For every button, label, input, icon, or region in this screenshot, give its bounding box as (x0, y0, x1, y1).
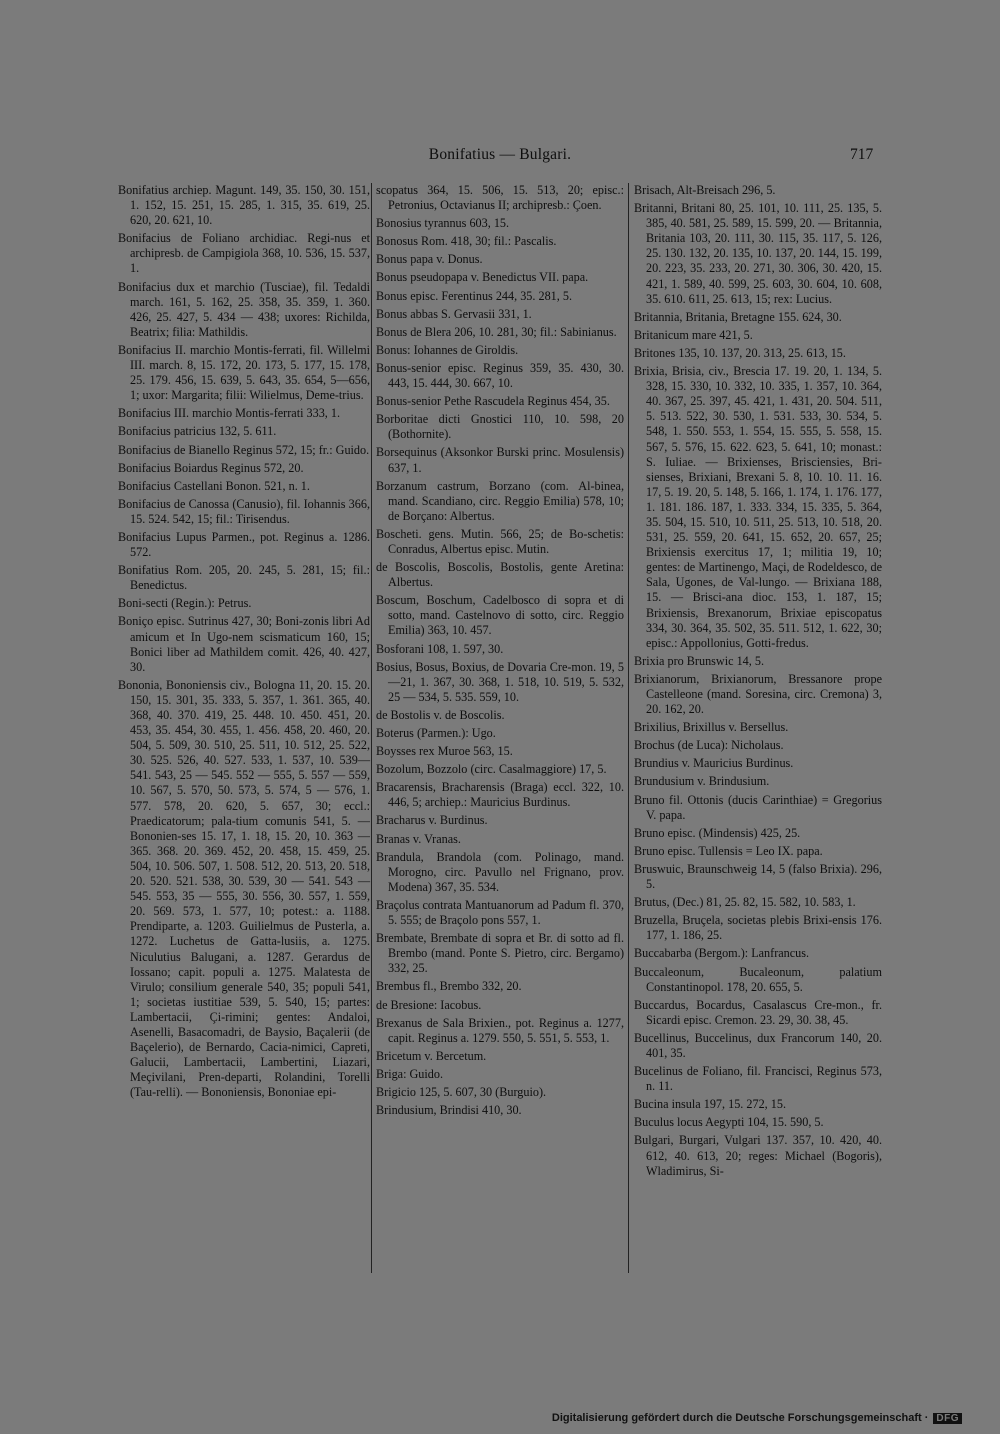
index-entry: Bonosus Rom. 418, 30; fil.: Pascalis. (376, 234, 557, 249)
index-entry: Bonus de Blera 206, 10. 281, 30; fil.: Sabinianus. (376, 324, 617, 339)
index-entry: Brandula, Brandola (com. Polinago, mand. Morogno, circ. Pavullo nel Frignano, prov. Modena) 367, 35. 534. (376, 849, 624, 894)
index-entry: Bonifacius II. marchio Montis-ferrati, fil. Willelmi III. march. 8, 15. 172, 20. 173, 5. 177, 15. 178, 25. 179. 456, 15. 639, 5. 643, 35. 654, 5—656, 1; uxor: Margarita; filii: Wilielmus, Deme-trius. (118, 342, 370, 403)
index-entry: Bruno episc. (Mindensis) 425, 25. (634, 825, 801, 840)
index-entry: Brixia, Brisia, civ., Brescia 17. 19. 20, 1. 134, 5. 328, 15. 330, 10. 332, 10. 335, 1. 357, 10. 364, 40. 367, 25. 397, 45. 421, 1. 431, 20. 504. 511, 5. 513. 522, 30. 530, 1. 531. 533, 30. 534, 5. 548, 1. 550. 553, 1. 554, 15. 555, 5. 558, 15. 567, 5. 576, 15. 622. 623, 5. 641, 10; monast.: S. Iuliae. — Brixienses, Brisciensies, Bri-sienses, Brixiani, Brexani 5. 8, 10. 10. 11. 16. 17, 5. 19. 20, 5. 148, 5. 166, 1. 174, 1. 176. 177, 1. 181. 186. 187, 1. 333. 334, 15. 335, 5. 364, 35. 504, 15. 510, 10. 511, 25. 513, 10. 518, 20. 531, 25. 559, 20. 641, 15. 652, 20. 657, 25; Brixiensis exercitus 17, 1; militia 19, 10; gentes: de Martinengo, Maçi, de Rodeldesco, de Sala, Ugones, de Val-lungo. — Brixiana 188, 15. — Brisci-ana dioc. 153, 1. 187, 15; Brixiensis, Brexanorum, Brixiae episcopatus 334, 30. 364, 35. 502, 35. 511. 512, 1. 622, 30; episc.: Appollonius, Gotti-fredus. (634, 364, 882, 650)
index-entry: Bucina insula 197, 15. 272, 15. (634, 1097, 786, 1112)
index-entry: Bruswuic, Braunschweig 14, 5 (falso Brixia). 296, 5. (634, 861, 882, 892)
index-entry: Bonifacius dux et marchio (Tusciae), fil. Tedaldi march. 161, 5. 162, 25. 358, 35. 359, 1. 360. 426, 25. 427, 5. 434 — 438; uxores: Richilda, Beatrix; filia: Mathildis. (118, 279, 370, 339)
index-entry: Brundius v. Mauricius Burdinus. (634, 756, 794, 771)
index-entry: Brigicio 125, 5. 607, 30 (Burguio). (376, 1084, 547, 1099)
index-entry: Bonus-senior Pethe Rascudela Reginus 454, 35. (376, 394, 610, 409)
index-entry: Bonifatius Rom. 205, 20. 245, 5. 281, 15; fil.: Benedictus. (118, 563, 370, 593)
index-column-1 (118, 183, 370, 1103)
index-entry: Buccaleonum, Bucaleonum, palatium Constantinopol. 178, 20. 655, 5. (634, 964, 882, 994)
index-entry: Brembus fl., Brembo 332, 20. (376, 979, 522, 994)
page-footer (552, 1412, 962, 1424)
index-entry: Brixilius, Brixillus v. Bersellus. (634, 720, 789, 735)
index-entry: Bonifacius Boiardus Reginus 572, 20. (118, 460, 304, 475)
index-entry: Bonus-senior episc. Reginus 359, 35. 430, 30. 443, 15. 444, 30. 667, 10. (376, 360, 624, 391)
index-entry: Brixianorum, Brixianorum, Bressanore prope Castelleone (mand. Soresina, circ. Cremona) 3, 20. 162, 20. (634, 671, 882, 717)
index-entry: Briga: Guido. (376, 1066, 444, 1081)
index-entry: Bonus: Iohannes de Giroldis. (376, 342, 519, 357)
index-entry: Bonus pseudopapa v. Benedictus VII. papa. (376, 270, 589, 285)
index-entry: Boni-secti (Regin.): Petrus. (118, 596, 252, 611)
index-entry: Bruno episc. Tullensis = Leo IX. papa. (634, 843, 823, 858)
index-entry: Brisach, Alt-Breisach 296, 5. (634, 183, 776, 197)
index-entry: Boscum, Boschum, Cadelbosco di sopra et di sotto, mand. Castelnovo di sotto, circ. Reggio Emilia) 363, 10. 457. (376, 593, 624, 638)
index-entry: Bosius, Bosus, Boxius, de Dovaria Cre-mon. 19, 5—21, 1. 367, 30. 368, 1. 518, 10. 519, 5. 532, 25 — 534, 5. 535. 559, 10. (376, 659, 624, 704)
index-entry: Bozolum, Bozzolo (circ. Casalmaggiore) 17, 5. (376, 762, 607, 777)
index-entry: Borsequinus (Aksonkor Burski princ. Mosulensis) 637, 1. (376, 445, 624, 475)
footer-credit: Digitalisierung gefördert durch die Deutsche Forschungsgemeinschaft · (551, 1412, 929, 1424)
index-entry: Bonifacius de Canossa (Canusio), fil. Iohannis 366, 15. 524. 542, 15; fil.: Tirisendus. (118, 496, 370, 526)
index-entry: Buccardus, Bocardus, Casalascus Cre-mon., fr. Sicardi episc. Cremon. 23. 29, 30. 38, 45. (634, 997, 882, 1027)
index-entry: Brochus (de Luca): Nicholaus. (634, 738, 784, 753)
index-entry: Britannia, Britania, Bretagne 155. 624, 30. (634, 309, 842, 324)
index-entry: Boterus (Parmen.): Ugo. (376, 726, 496, 740)
index-entry: Bruno fil. Ottonis (ducis Carinthiae) = Gregorius V. papa. (634, 792, 882, 822)
index-entry: Boniço episc. Sutrinus 427, 30; Boni-zonis libri Ad amicum et In Ugo-nem scismaticum 160, 15; Bonici liber ad Mathildem comit. 426, 40. 427, 30. (118, 614, 370, 674)
page-number: 717 (850, 146, 874, 163)
index-entry: Boysses rex Muroe 563, 15. (376, 744, 513, 759)
index-column-2 (376, 183, 624, 1121)
index-column-3 (634, 183, 882, 1182)
index-entry: Bucellinus, Buccelinus, dux Francorum 140, 20. 401, 35. (634, 1030, 882, 1060)
running-head: Bonifatius — Bulgari. (428, 146, 572, 163)
index-entry: Borzanum castrum, Borzano (com. Al-binea, mand. Scandiano, circ. Reggio Emilia) 578, 10; de Borçano: Albertus. (376, 478, 624, 523)
index-entry: Bonifacius III. marchio Montis-ferrati 333, 1. (118, 406, 341, 421)
column-rule-2 (628, 183, 629, 1273)
index-entry: Bonosius tyrannus 603, 15. (376, 216, 510, 231)
index-entry: Bononia, Bononiensis civ., Bologna 11, 20. 15. 20. 150, 15. 301, 35. 333, 5. 357, 1. 361. 365, 40. 368, 40. 370. 419, 25. 448. 10. 450. 451, 20. 453, 35. 454, 30. 455, 1. 456. 458, 20. 460, 20. 504, 5. 509, 30. 510, 25. 511, 10. 512, 25. 522, 30. 525. 526, 40. 527. 533, 1. 537, 10. 539—541. 543, 25 — 545. 552 — 555, 5. 557 — 559, 10. 567, 5. 570, 50. 573, 5. 574, 5 — 576, 1. 577. 578, 20. 620, 5. 657, 30; eccl.: Praedicatorum; pala-tium comunis 541, 5. — Bononien-ses 15. 17, 1. 18, 15. 20, 10. 363 — 365. 368. 20. 369. 452, 20. 458, 15. 459, 25. 504, 10. 506. 507, 1. 508. 512, 20. 513, 20. 518, 20. 520. 521. 538, 30. 539, 30 — 541. 543 — 545. 553, 35 — 555, 30. 556, 30. 557, 1. 559, 20. 569. 573, 1. 577, 10; potest.: a. 1188. Prendiparte, a. 1203. Guilielmus de Pusterla, a. 1272. Luchetus de Gatta-lusiis, a. 1275. Niculutius Balugani, a. 1287. Gerardus de Iossano; capit. populi a. 1275. Malatesta de Virulo; consilium generale 540, 35; populi 541, 1; societas iustitiae 539, 5. 540, 15; partes: Lambertacii, Çi-rimini; gentes: Andaloi, Asenelli, Basacomadri, de Baysio, Baçalerii (de Baçelerio), de Bernardo, Cacia-nimici, Capreti, Galucii, Lambertacii, Lambertini, Liazari, Meçivilani, Pren-departi, Rolandini, Torelli (Tau-relli). — Bononiensis, Bononiae epi- (118, 677, 370, 1100)
index-entry: Bonus episc. Ferentinus 244, 35. 281, 5. (376, 288, 573, 303)
index-entry: de Bostolis v. de Boscolis. (376, 707, 505, 722)
index-entry: Buculus locus Aegypti 104, 15. 590, 5. (634, 1115, 824, 1130)
index-entry: Buccabarba (Bergom.): Lanfrancus. (634, 946, 810, 961)
index-entry: Bracharus v. Burdinus. (376, 813, 488, 828)
index-entry: Brembate, Brembate di sopra et Br. di sotto ad fl. Brembo (mand. Ponte S. Pietro, circ. Bergamo) 332, 25. (376, 931, 624, 976)
index-entry: Bonifacius de Foliano archidiac. Regi-nus et archipresb. de Campigiola 368, 10. 536, 15. 537, 1. (118, 231, 370, 276)
index-entry: Boscheti. gens. Mutin. 566, 25; de Bo-schetis: Conradus, Albertus episc. Mutin. (376, 526, 624, 556)
index-entry: Brixia pro Brunswic 14, 5. (634, 653, 764, 668)
index-entry: Bonus papa v. Donus. (376, 252, 483, 267)
index-entry: Bonifatius archiep. Magunt. 149, 35. 150, 30. 151, 1. 152, 15. 251, 15. 285, 1. 315, 35. 619, 25. 620, 20. 621, 10. (118, 183, 370, 228)
index-entry: Britanni, Britani 80, 25. 101, 10. 111, 25. 135, 5. 385, 40. 581, 25. 589, 15. 599, 20. — Britannia, Britania 103, 20. 111, 30. 115, 35. 117, 5. 126, 25. 130. 132, 20. 135, 10. 137, 20. 144, 15. 199, 20. 223, 35. 233, 20. 271, 30. 306, 30. 420, 15. 421, 1. 589, 40. 599, 25. 603, 30. 604, 10. 608, 35. 610. 611, 25. 613, 15; rex: Lucius. (634, 201, 882, 306)
index-entry: Bruzella, Bruçela, societas plebis Brixi-ensis 176. 177, 1. 186, 25. (634, 913, 882, 943)
column-rule-1 (371, 183, 372, 1273)
index-entry: Bucelinus de Foliano, fil. Francisci, Reginus 573, n. 11. (634, 1064, 882, 1094)
index-entry: scopatus 364, 15. 506, 15. 513, 20; episc.: Petronius, Octavianus II; archipresb.: Çoen. (376, 183, 624, 213)
index-entry: Bonifacius patricius 132, 5. 611. (118, 424, 277, 439)
index-entry: Britanicum mare 421, 5. (634, 327, 753, 342)
index-entry: Brexanus de Sala Brixien., pot. Reginus a. 1277, capit. Reginus a. 1279. 550, 5. 551, 5. 553, 1. (376, 1015, 624, 1045)
index-entry: Brindusium, Brindisi 410, 30. (376, 1103, 522, 1118)
index-entry: Bonifacius de Bianello Reginus 572, 15; fr.: Guido. (118, 442, 370, 457)
index-entry: Britones 135, 10. 137, 20. 313, 25. 613, 15. (634, 345, 846, 360)
index-entry: Branas v. Vranas. (376, 831, 461, 846)
index-entry: de Bresione: Iacobus. (376, 997, 482, 1012)
index-entry: Bosforani 108, 1. 597, 30. (376, 641, 504, 656)
index-entry: Brutus, (Dec.) 81, 25. 82, 15. 582, 10. 583, 1. (634, 895, 856, 910)
index-entry: Braçolus contrata Mantuanorum ad Padum fl. 370, 5. 555; de Braçolo pons 557, 1. (376, 897, 624, 928)
index-entry: Bracarensis, Bracharensis (Braga) eccl. 322, 10. 446, 5; archiep.: Mauricius Burdinus. (376, 780, 624, 810)
index-entry: Bonus abbas S. Gervasii 331, 1. (376, 306, 532, 321)
index-entry: Bonifacius Castellani Bonon. 521, n. 1. (118, 478, 310, 493)
dfg-logo: DFG (933, 1413, 962, 1424)
index-entry: de Boscolis, Boscolis, Bostolis, gente Aretina: Albertus. (376, 560, 624, 590)
index-entry: Bulgari, Burgari, Vulgari 137. 357, 10. 420, 40. 612, 40. 613, 20; reges: Michael (Bogoris), Wladimirus, Si- (634, 1133, 882, 1178)
index-entry: Bonifacius Lupus Parmen., pot. Reginus a. 1286. 572. (118, 529, 370, 560)
index-entry: Borboritae dicti Gnostici 110, 10. 598, 20 (Bothornite). (376, 412, 624, 442)
index-entry: Brundusium v. Brindusium. (634, 774, 770, 789)
index-entry: Bricetum v. Bercetum. (376, 1048, 487, 1063)
